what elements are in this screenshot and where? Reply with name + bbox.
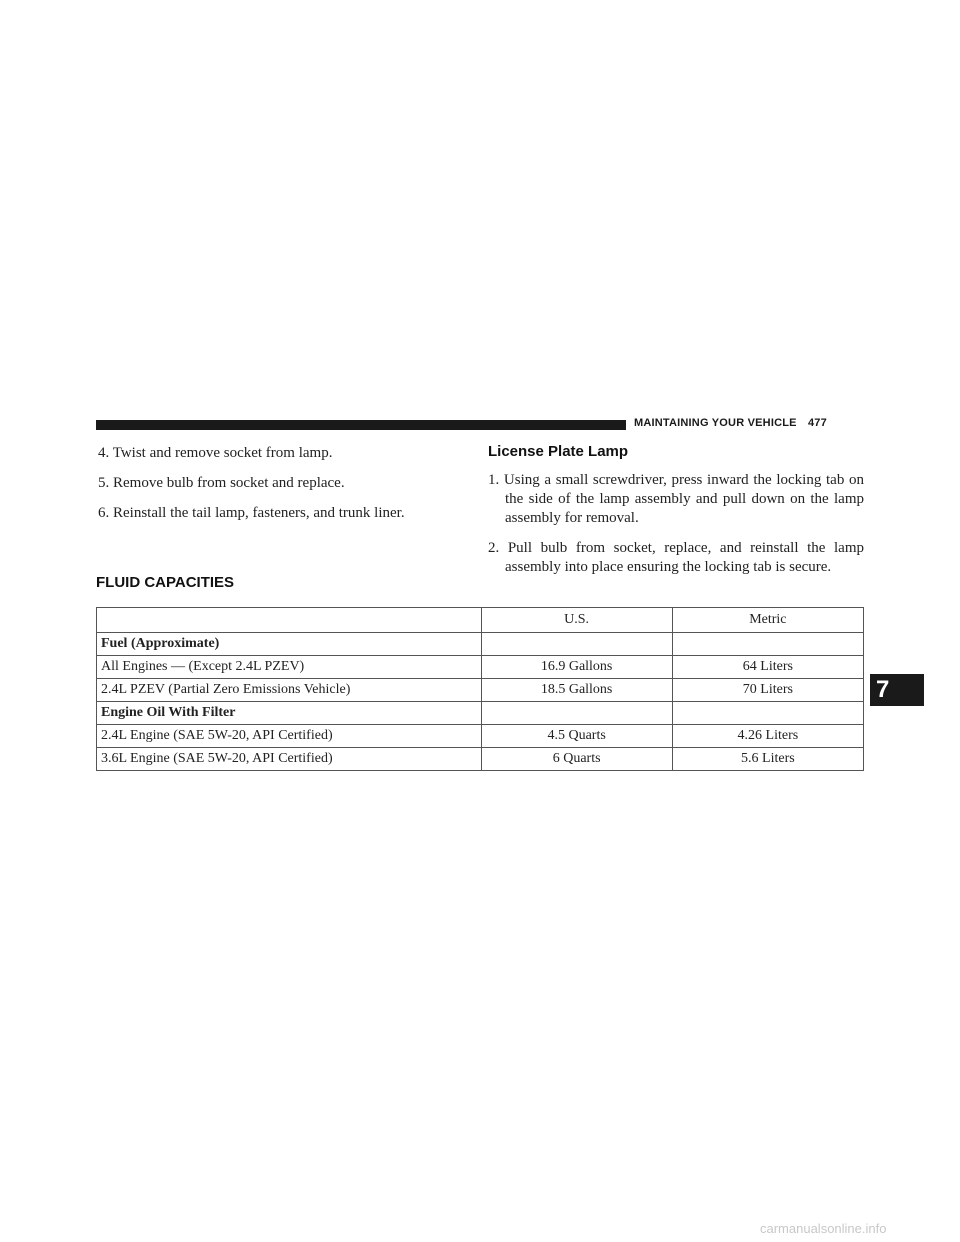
table-row-category	[97, 633, 864, 656]
fluid-capacities-heading: FLUID CAPACITIES	[96, 574, 235, 591]
row-metric: 70 Liters	[672, 679, 863, 702]
row-label: 2.4L PZEV (Partial Zero Emissions Vehicle)	[97, 679, 482, 702]
step-text: Using a small screwdriver, press inward the locking tab on the side of the lamp assembly and pull down on the lamp assembly for removal.	[503, 472, 865, 526]
row-us: 16.9 Gallons	[481, 656, 672, 679]
step-number: 5.	[98, 475, 110, 491]
step-number: 4.	[98, 445, 110, 461]
table-row	[97, 679, 864, 702]
row-label: Engine Oil With Filter	[97, 702, 482, 725]
header-rule	[96, 420, 626, 430]
row-metric: 5.6 Liters	[672, 748, 863, 771]
row-metric: 4.26 Liters	[672, 725, 863, 748]
row-metric	[672, 702, 863, 725]
fluid-capacities-table	[96, 607, 864, 771]
step-5	[98, 474, 458, 493]
row-us: 6 Quarts	[481, 748, 672, 771]
column-header-us: U.S.	[481, 608, 672, 633]
section-title: MAINTAINING YOUR VEHICLE	[634, 417, 797, 429]
step-number: 6.	[98, 505, 110, 521]
table-row	[97, 748, 864, 771]
column-header-metric: Metric	[672, 608, 863, 633]
license-step-2	[488, 539, 864, 577]
table-row	[97, 725, 864, 748]
step-number: 2.	[488, 540, 500, 556]
table-header-row	[97, 608, 864, 633]
step-text: Reinstall the tail lamp, fasteners, and trunk liner.	[113, 505, 405, 521]
license-plate-section	[488, 443, 864, 588]
row-us	[481, 702, 672, 725]
row-label: All Engines — (Except 2.4L PZEV)	[97, 656, 482, 679]
running-header	[634, 417, 827, 429]
left-column	[98, 444, 458, 534]
step-text: Twist and remove socket from lamp.	[112, 445, 333, 461]
step-6	[98, 504, 458, 523]
step-text: Pull bulb from socket, replace, and reinstall the lamp assembly into place ensuring the locking tab is secure.	[505, 540, 864, 575]
page-number: 477	[807, 417, 827, 429]
row-label: 3.6L Engine (SAE 5W-20, API Certified)	[97, 748, 482, 771]
row-metric	[672, 633, 863, 656]
row-us	[481, 633, 672, 656]
table-row-category	[97, 702, 864, 725]
row-label: Fuel (Approximate)	[97, 633, 482, 656]
column-header	[97, 608, 482, 633]
license-step-1	[488, 471, 864, 528]
watermark: carmanualsonline.info	[760, 1221, 887, 1236]
row-us: 4.5 Quarts	[481, 725, 672, 748]
table-row	[97, 656, 864, 679]
step-number: 1.	[488, 472, 500, 488]
row-us: 18.5 Gallons	[481, 679, 672, 702]
chapter-tab: 7	[870, 674, 924, 706]
step-text: Remove bulb from socket and replace.	[113, 475, 345, 491]
row-metric: 64 Liters	[672, 656, 863, 679]
license-plate-heading: License Plate Lamp	[488, 443, 629, 460]
row-label: 2.4L Engine (SAE 5W-20, API Certified)	[97, 725, 482, 748]
step-4	[98, 444, 458, 463]
